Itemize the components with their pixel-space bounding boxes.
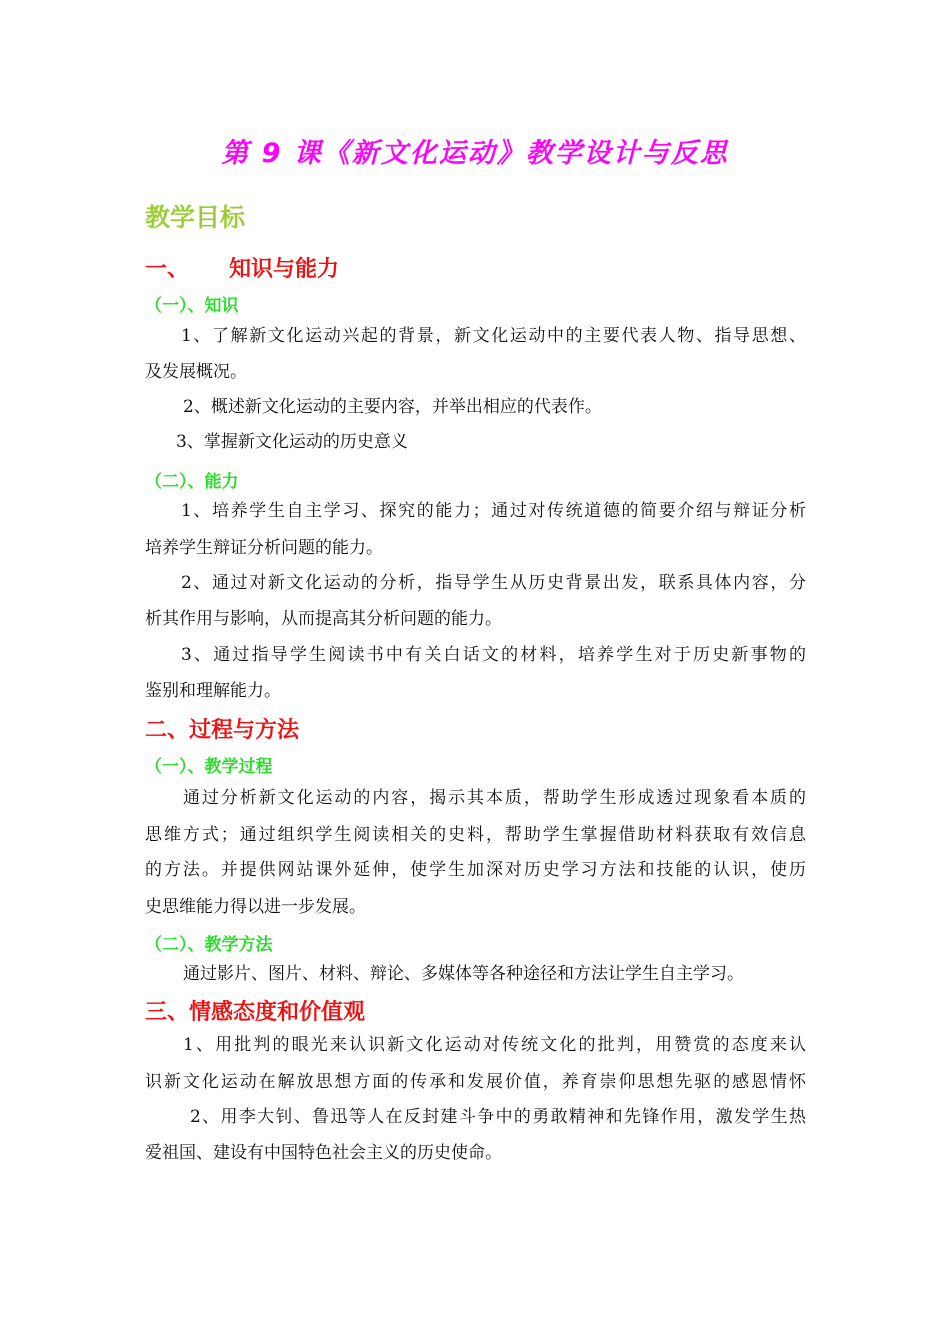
knowledge-item-1-line-1: 1、了解新文化运动兴起的背景，新文化运动中的主要代表人物、指导思想、 <box>181 326 806 346</box>
ability-item-1-line-1: 1、培养学生自主学习、探究的能力；通过对传统道德的简要介绍与辩证分析 <box>181 501 806 521</box>
section-title: 知识与能力 <box>229 257 340 282</box>
section-knowledge-ability-heading <box>145 252 339 283</box>
values-item-1-line-2: 识新文化运动在解放思想方面的传承和发展价值，养育崇仰思想先驱的感恩情怀 <box>145 1072 806 1092</box>
method-paragraph: 通过影片、图片、材料、辩论、多媒体等各种途径和方法让学生自主学习。 <box>183 964 744 984</box>
ability-item-2-line-1: 2、通过对新文化运动的分析，指导学生从历史背景出发，联系具体内容，分 <box>181 573 806 593</box>
teaching-goals-heading: 教学目标 <box>145 203 246 232</box>
knowledge-item-3: 3、掌握新文化运动的历史意义 <box>176 432 408 452</box>
knowledge-item-1-line-2: 及发展概况。 <box>145 362 247 382</box>
values-item-1-line-1: 1、用批判的眼光来认识新文化运动对传统文化的批判，用赞赏的态度来认 <box>183 1035 806 1055</box>
process-paragraph-line-2: 思维方式；通过组织学生阅读相关的史料，帮助学生掌握借助材料获取有效信息 <box>145 825 806 845</box>
values-item-2-line-2: 爱祖国、建设有中国特色社会主义的历史使命。 <box>145 1143 502 1163</box>
knowledge-item-2: 2、概述新文化运动的主要内容，并举出相应的代表作。 <box>183 397 602 417</box>
subsection-teaching-method-heading: （二）、教学方法 <box>145 935 273 955</box>
subsection-ability-heading: （二）、能力 <box>145 472 239 492</box>
ability-item-3-line-1: 3、通过指导学生阅读书中有关白话文的材料，培养学生对于历史新事物的 <box>181 645 806 665</box>
values-item-2-line-1: 2、用李大钊、鲁迅等人在反封建斗争中的勇敢精神和先锋作用，激发学生热 <box>190 1107 806 1127</box>
process-paragraph-line-3: 的方法。并提供网站课外延伸，使学生加深对历史学习方法和技能的认识，使历 <box>145 860 806 880</box>
section-emotion-values-heading: 三、情感态度和价值观 <box>145 1000 366 1025</box>
subsection-teaching-process-heading: （一）、教学过程 <box>145 757 273 777</box>
subsection-knowledge-heading: （一）、知识 <box>145 296 239 316</box>
process-paragraph-line-1: 通过分析新文化运动的内容，揭示其本质，帮助学生形成透过现象看本质的 <box>183 788 806 808</box>
document-title: 第 9 课《新文化运动》教学设计与反思 <box>221 138 729 169</box>
section-process-method-heading: 二、过程与方法 <box>145 718 300 743</box>
process-paragraph-line-4: 史思维能力得以进一步发展。 <box>145 897 366 917</box>
ability-item-3-line-2: 鉴别和理解能力。 <box>145 681 281 701</box>
ability-item-2-line-2: 析其作用与影响，从而提高其分析问题的能力。 <box>145 609 502 629</box>
section-number: 一、 <box>145 257 190 282</box>
ability-item-1-line-2: 培养学生辩证分析问题的能力。 <box>145 538 383 558</box>
